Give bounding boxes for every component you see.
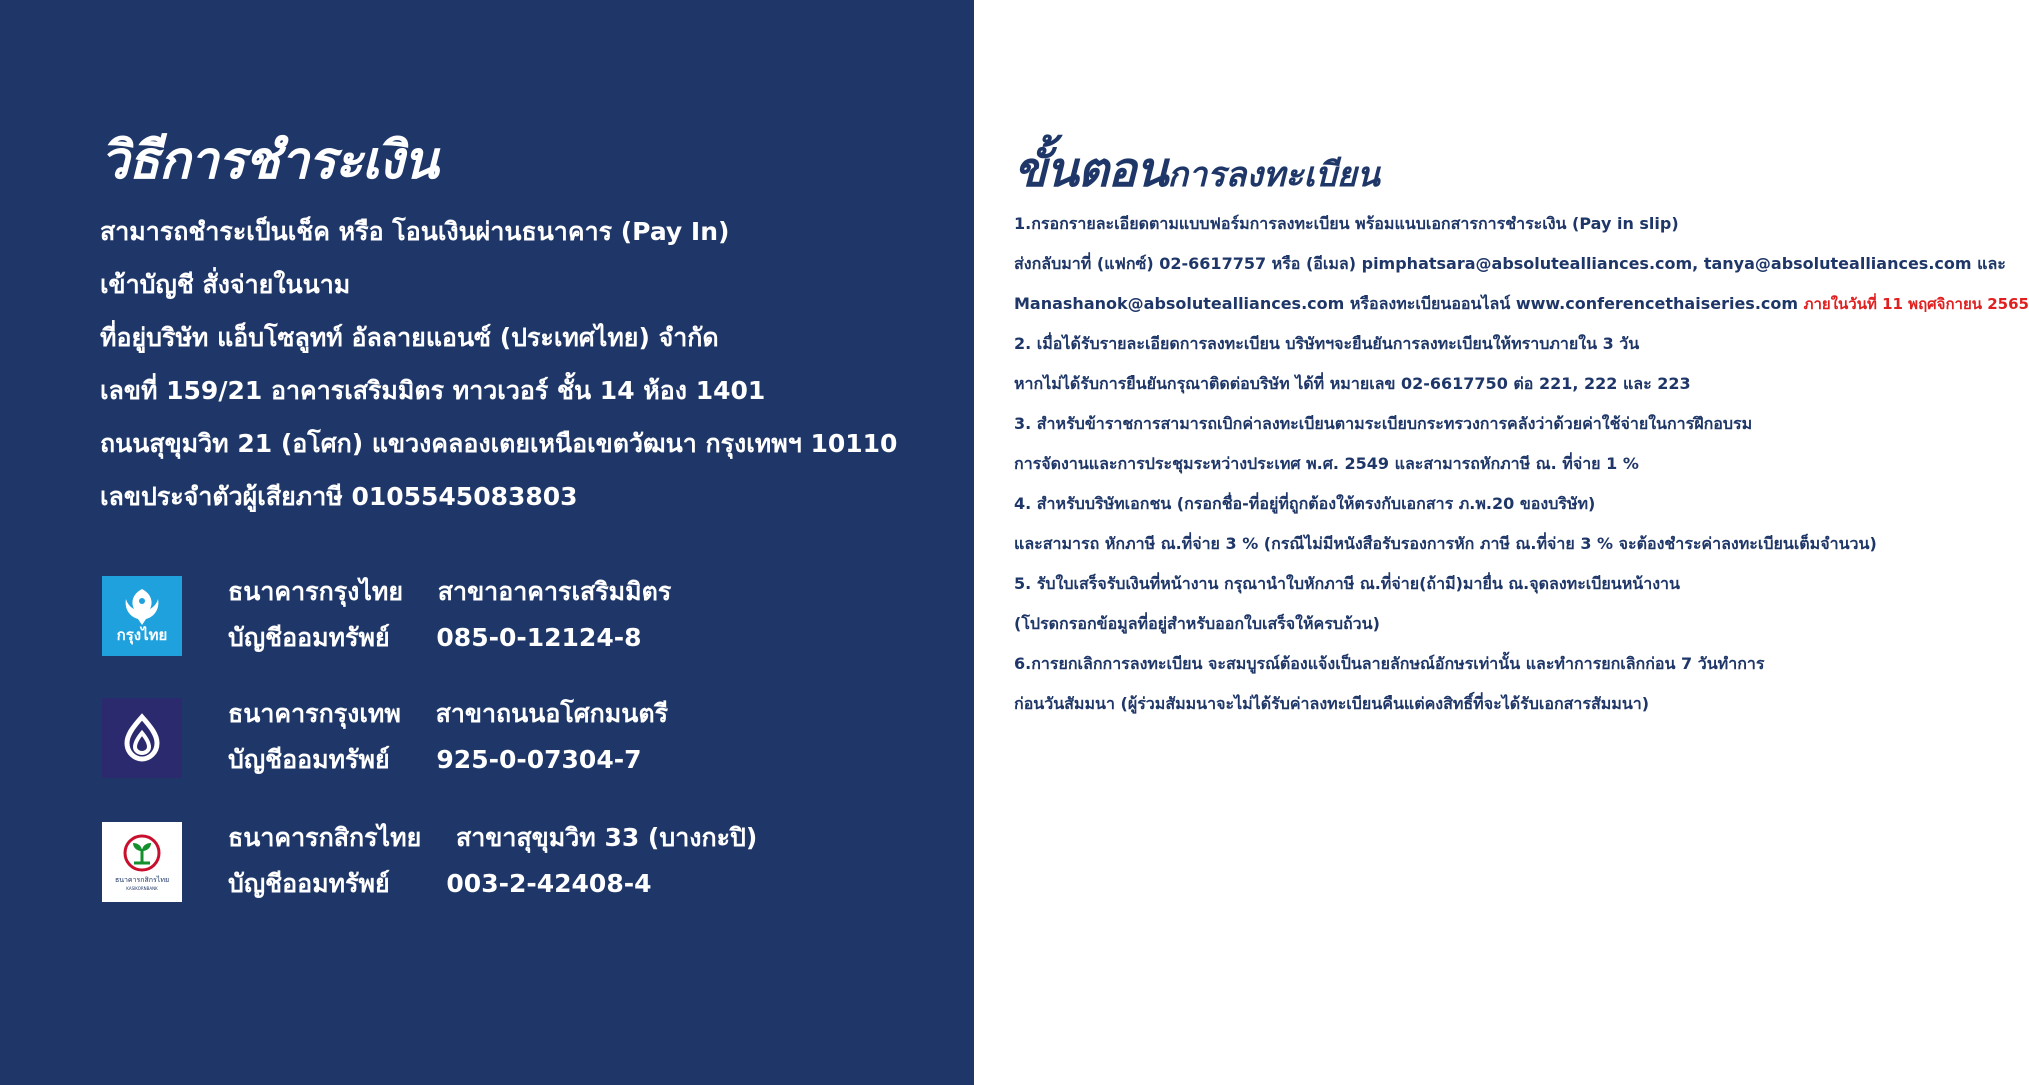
bank-name: ธนาคารกรุงเทพ [228,699,401,728]
payment-details [100,212,897,530]
krungthai-bank-logo [102,576,182,656]
account-number: 085-0-12124-8 [436,623,642,652]
bank-branch: สาขาอาคารเสริมมิตร [437,577,672,606]
step-line: และสามารถ หักภาษี ณ.ที่จ่าย 3 % (กรณีไม่มีหนังสือรับรองการหัก ภาษี ณ.ที่จ่าย 3 % จะต้องชำระค่าลงทะเบียนเต็มจำนวน) [1014,534,1877,553]
tax-id-line: เลขประจำตัวผู้เสียภาษี 0105545083803 [100,482,578,511]
step-line: หากไม่ได้รับการยืนยันกรุณาติดต่อบริษัท ได้ที่ หมายเลข 02-6617750 ต่อ 221, 222 และ 223 [1014,374,1691,393]
step-line: 5. รับใบเสร็จรับเงินที่หน้างาน กรุณานำใบหักภาษี ณ.ที่จ่าย(ถ้ามี)มายื่น ณ.จุดลงทะเบียนหน้างาน [1014,574,1680,593]
payment-title: วิธีการชำระเงิน [100,131,438,191]
payment-line: เลขที่ 159/21 อาคารเสริมมิตร ทาวเวอร์ ชั้น 14 ห้อง 1401 [100,376,766,405]
registration-panel [974,0,2029,1085]
kasikorn-bank-logo [102,822,182,902]
registration-steps [1014,212,2029,732]
registration-title-main: ขั้นตอน [1014,142,1168,198]
bank-account-kasikorn [102,822,922,902]
step-line: 1.กรอกรายละเอียดตามแบบฟอร์มการลงทะเบียน พร้อมแนบเอกสารการชำระเงิน (Pay in slip) [1014,214,1679,233]
step-line: 2. เมื่อได้รับรายละเอียดการลงทะเบียน บริษัทฯจะยืนยันการลงทะเบียนให้ทราบภายใน 3 วัน [1014,334,1640,353]
bank-name: ธนาคารกสิกรไทย [228,823,422,852]
kasikorn-logo-subtext: KASIKORNBANK [126,886,158,891]
step-line: ก่อนวันสัมมนา (ผู้ร่วมสัมมนาจะไม่ได้รับค่าลงทะเบียนคืนแต่คงสิทธิ์ที่จะได้รับเอกสารสัมมนา) [1014,694,1650,713]
payment-line: สามารถชำระเป็นเช็ค หรือ โอนเงินผ่านธนาคาร (Pay In) [100,217,730,246]
kasikorn-logo-text: ธนาคารกสิกรไทย [114,876,170,884]
registration-title-sub: การลงทะเบียน [1167,155,1380,195]
payment-line: ที่อยู่บริษัท แอ็บโซลูทท์ อัลลายแอนซ์ (ประเทศไทย) จำกัด [100,323,719,352]
step-line: ส่งกลับมาที่ (แฟกซ์) 02-6617757 หรือ (อีเมล) pimphatsara@absolutealliances.com, tanya@absolutealliances.com และ [1014,254,2006,273]
bangkok-bank-logo [102,698,182,778]
step-line [1014,292,2029,332]
account-type: บัญชีออมทรัพย์ [228,623,390,652]
registration-deadline: ภายในวันที่ 11 พฤศจิกายน 2565 [1803,295,2029,313]
account-type: บัญชีออมทรัพย์ [228,745,390,774]
step-line-text: Manashanok@absolutealliances.com หรือลงทะเบียนออนไลน์ www.conferencethaiseries.com [1014,294,1804,313]
payment-line: ถนนสุขุมวิท 21 (อโศก) แขวงคลองเตยเหนือเขตวัฒนา กรุงเทพฯ 10110 [100,429,898,458]
bank-account-bangkok [102,698,922,778]
payment-panel [0,0,974,1085]
account-number: 925-0-07304-7 [436,745,642,774]
step-line: การจัดงานและการประชุมระหว่างประเทศ พ.ศ. 2549 และสามารถหักภาษี ณ. ที่จ่าย 1 % [1014,454,1639,473]
step-line: 4. สำหรับบริษัทเอกชน (กรอกชื่อ-ที่อยู่ที่ถูกต้องให้ตรงกับเอกสาร ภ.พ.20 ของบริษัท) [1014,494,1596,513]
lotus-icon [115,711,169,765]
account-type: บัญชีออมทรัพย์ [228,869,390,898]
bank-branch: สาขาสุขุมวิท 33 (บางกะปิ) [455,823,758,852]
payment-line: เข้าบัญชี สั่งจ่ายในนาม [100,270,351,299]
kasikorn-rice-icon [122,833,162,873]
bank-account-krungthai [102,576,922,656]
registration-title [1014,132,1380,208]
step-line: (โปรดกรอกข้อมูลที่อยู่สำหรับออกใบเสร็จให้ครบถ้วน) [1014,614,1380,633]
step-line: 3. สำหรับข้าราชการสามารถเบิกค่าลงทะเบียนตามระเบียบกระทรวงการคลังว่าด้วยค่าใช้จ่ายในการฝึกอบรม [1014,414,1753,433]
step-line: 6.การยกเลิกการลงทะเบียน จะสมบูรณ์ต้องแจ้งเป็นลายลักษณ์อักษรเท่านั้น และทำการยกเลิกก่อน 7 วันทำการ [1014,654,1765,673]
bank-name: ธนาคารกรุงไทย [228,577,404,606]
krungthai-logo-text: กรุงไทย [116,626,168,644]
account-number: 003-2-42408-4 [446,869,652,898]
bank-branch: สาขาถนนอโศกมนตรี [435,699,668,728]
